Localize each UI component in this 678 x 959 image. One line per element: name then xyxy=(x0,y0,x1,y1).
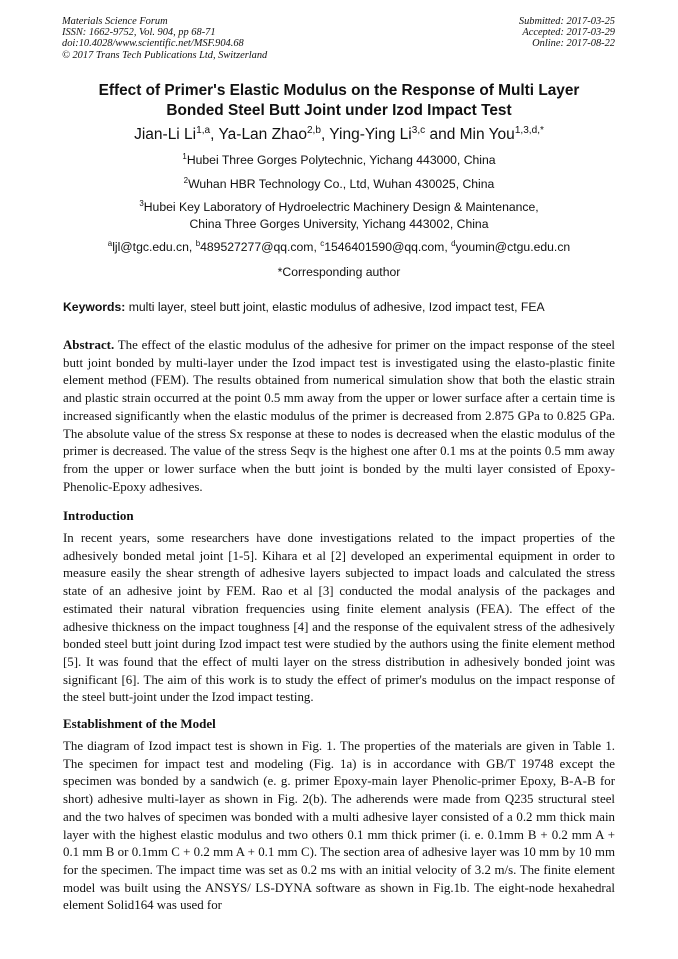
author-name: Min You xyxy=(459,126,515,143)
email-list xyxy=(40,239,638,255)
affiliation-superscript: 2 xyxy=(183,175,189,185)
keywords-label: Keywords: xyxy=(63,300,126,314)
submitted-date: Submitted: 2017-03-25 xyxy=(518,16,615,27)
affiliation xyxy=(40,176,638,193)
author-name: Ya-Lan Zhao xyxy=(218,126,307,143)
journal-info xyxy=(62,16,267,61)
email-superscript: d xyxy=(451,238,456,248)
corresponding-author-note: *Corresponding author xyxy=(277,265,401,279)
author-list xyxy=(40,125,638,144)
introduction-paragraph: In recent years, some researchers have done investigations related to the impact properties of the adhesively bonded metal joint [1-5]. Kihara et al [2] developed an experimental equipment in order to measure easily the shear strength of adhesive layers subjected to impact loads and calculated the stress state of an adhesive joint by FEM. Rao et al [3] conducted the modal analysis of the packages and estimated their natural vibration frequencies using finite element analysis (FEA). The effect of the adhesive thickness on the impact toughness [4] and the response of the equivalent stress of the adhesively bonded steel butt joint during Izod impact test were studied by the authors using the finite element method [5]. It was found that the effect of multi layer on the stress distribution in adhesively bonded joint was significant [6]. The aim of this work is to study the effect of primer's modulus on the impact response of the steel butt-joint under the Izod impact testing. xyxy=(63,531,615,705)
email-address: ljl@tgc.edu.cn, xyxy=(112,240,196,254)
journal-issn: ISSN: 1662-9752, Vol. 904, pp 68-71 xyxy=(62,27,216,39)
model-paragraph: The diagram of Izod impact test is shown in Fig. 1. The properties of the materials are given in Table 1. The specimen for impact test and modeling (Fig. 1a) is in accordance with GB/T 19748 except the specimen was bonded by a sandwich (e. g. primer Epoxy-main layer Phenolic-primer Epoxy, B-A-B for short) adhesive multi-layer as shown in Fig. 2(b). The adherends were made from Q235 structural steel and the two halves of specimen was bonded with a multi adhesive layer consisted of a 0.2 mm thick main layer with the highest elastic modulus and two others 0.1 mm thick primer (i. e. 0.1mm B + 0.2 mm A + 0.1 mm B or 0.1mm C + 0.2 mm A + 0.1 mm C). The section area of adhesive layer was 10 mm by 10 mm for the specimen. The impact time was set as 0.2 ms with an initial velocity of 3.2 m/s. The finite element model was built using the ANSYS/ LS-DYNA software as shown in Fig.1b. The eight-node hexahedral element Solid164 was used for xyxy=(63,739,615,913)
email-superscript: c xyxy=(320,238,325,248)
paper-title xyxy=(40,81,638,121)
abstract-label: Abstract. xyxy=(63,338,115,352)
affiliation xyxy=(40,152,638,169)
section-heading-introduction: Introduction xyxy=(63,508,134,523)
accepted-date: Accepted: 2017-03-29 xyxy=(522,27,615,39)
author-superscript: 1,a xyxy=(196,124,211,136)
author-superscript: 1,3,d,* xyxy=(514,124,544,136)
email-address: 1546401590@qq.com, xyxy=(324,240,452,254)
affiliation-text: Hubei Key Laboratory of Hydroelectric Machinery Design & Maintenance, xyxy=(143,200,539,214)
title-line: Bonded Steel Butt Joint under Izod Impact Test xyxy=(166,102,512,119)
submission-dates xyxy=(519,16,615,50)
journal-copyright: © 2017 Trans Tech Publications Ltd, Switzerland xyxy=(62,49,268,61)
online-date: Online: 2017-08-22 xyxy=(532,38,615,50)
affiliation-text: Wuhan HBR Technology Co., Ltd, Wuhan 430025, China xyxy=(188,177,495,191)
affiliation-text: Hubei Three Gorges Polytechnic, Yichang 443000, China xyxy=(186,153,496,167)
email-address: youmin@ctgu.edu.cn xyxy=(455,240,571,254)
affiliation-text: China Three Gorges University, Yichang 443002, China xyxy=(189,217,489,231)
abstract-text: The effect of the elastic modulus of the adhesive for primer on the impact response of the steel butt joint bonded by multi-layer under the Izod impact test is investigated using the elasto-plastic finite element method (FEM). The results obtained from numerical simulation show that both the elastic strain and plastic strain occurred at the point 0.5 mm away from the upper or lower surface after a certain time is increased significantly when the elastic modulus of the primer is decreased from 2.875 GPa to 0.825 GPa. The absolute value of the stress Sx response at these to nodes is decreased when the elastic modulus of the primer is decreased. The value of the stress Seqv is the highest one after 0.1 ms at the points 0.5 mm away from the upper or lower surface when the butt joint is bonded by the multi layer consisted of Epoxy-Phenolic-Epoxy adhesives. xyxy=(63,338,615,494)
author-superscript: 3,c xyxy=(411,124,426,136)
author-name: Jian-Li Li xyxy=(134,126,197,143)
keywords-text: multi layer, steel butt joint, elastic modulus of adhesive, Izod impact test, FEA xyxy=(125,300,545,314)
author-superscript: 2,b xyxy=(306,124,321,136)
journal-name: Materials Science Forum xyxy=(62,16,168,27)
author-separator: , xyxy=(210,126,219,143)
email-superscript: b xyxy=(195,238,201,248)
abstract xyxy=(63,337,615,496)
affiliation-superscript: 3 xyxy=(139,198,144,208)
journal-doi: doi:10.4028/www.scientific.net/MSF.904.68 xyxy=(62,38,244,50)
affiliation xyxy=(40,199,638,233)
email-superscript: a xyxy=(107,238,113,248)
author-separator: , xyxy=(320,126,330,143)
title-line: Effect of Primer's Elastic Modulus on the Response of Multi Layer xyxy=(98,82,580,99)
email-address: 489527277@qq.com, xyxy=(200,240,321,254)
affiliation-superscript: 1 xyxy=(182,151,187,161)
section-heading-model: Establishment of the Model xyxy=(63,716,216,731)
author-name: Ying-Ying Li xyxy=(329,126,412,143)
keywords xyxy=(63,299,615,315)
author-separator: and xyxy=(425,126,460,143)
